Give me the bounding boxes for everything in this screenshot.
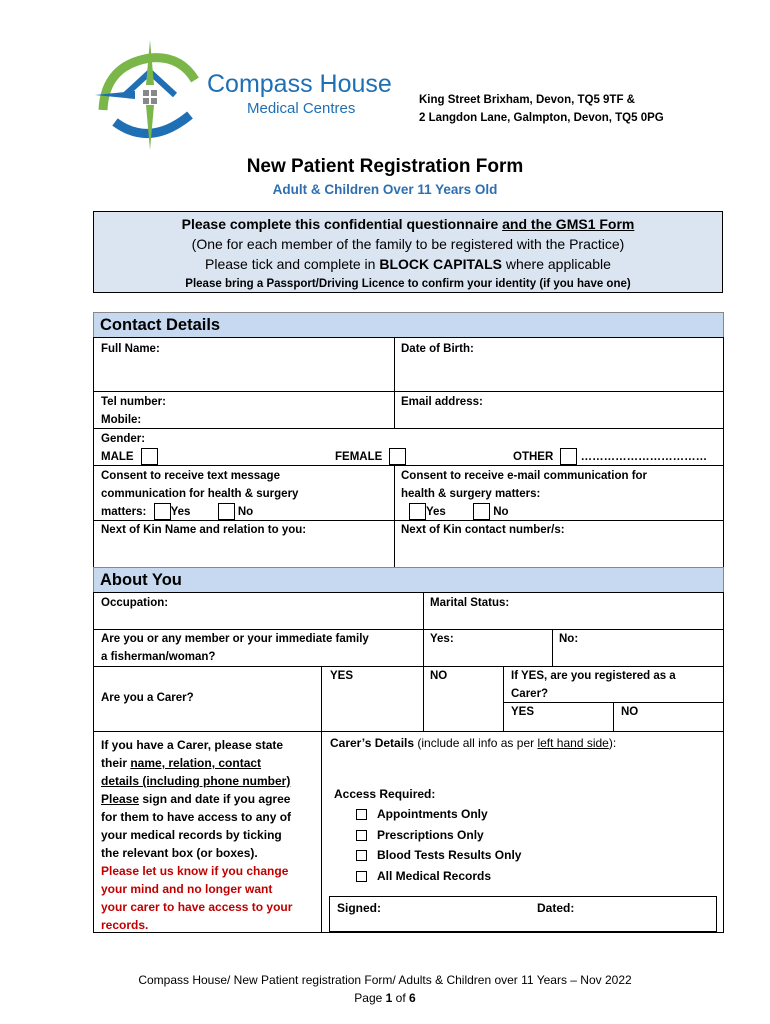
carer-no-label: NO — [430, 670, 448, 682]
logo-name: Compass House — [207, 70, 392, 98]
carer-info-line-7: the relevant box (or boxes). — [101, 846, 258, 860]
access-options — [356, 804, 521, 886]
prescriptions-label: Prescriptions Only — [377, 827, 484, 842]
signature-box[interactable] — [329, 896, 717, 932]
consent-text-line-3 — [94, 503, 394, 521]
notice-line-2: (One for each member of the family to be registered with the Practice) — [191, 236, 625, 252]
marital-field[interactable] — [423, 592, 724, 630]
access-appointments[interactable] — [356, 804, 521, 825]
gender-row — [93, 428, 724, 466]
kin-number-field[interactable] — [394, 520, 724, 568]
carer-registered-line-2: Carer? — [511, 688, 549, 700]
female-label: FEMALE — [335, 451, 383, 463]
tel-label: Tel number: — [101, 396, 166, 408]
consent-text-line-2: communication for health & surgery — [101, 488, 299, 500]
carer-registered-line-1: If YES, are you registered as a — [511, 670, 676, 682]
kin-name-field[interactable] — [93, 520, 395, 568]
page-total: 6 — [409, 991, 416, 1005]
compass-logo-icon — [95, 40, 210, 150]
dated-label: Dated: — [537, 901, 575, 915]
page-title: New Patient Registration Form — [246, 156, 524, 177]
carer-info-please: Please — [101, 792, 140, 806]
mobile-label: Mobile: — [101, 414, 142, 426]
carer-info-sign-date: sign and date if you agree — [139, 792, 291, 806]
carer-no-cell[interactable] — [423, 666, 504, 732]
all-records-checkbox[interactable] — [356, 871, 367, 882]
tel-field[interactable] — [93, 391, 395, 429]
consent-text-no-checkbox[interactable] — [218, 503, 235, 520]
appointments-label: Appointments Only — [377, 807, 488, 821]
notice-line-1-a: Please complete this confidential questionnaire — [181, 216, 503, 232]
email-field[interactable] — [394, 391, 724, 429]
gender-female — [335, 448, 406, 466]
gender-other — [513, 448, 707, 466]
carer-info-line-4 — [101, 790, 314, 808]
carer-details-cell — [321, 731, 724, 933]
consent-text-no-label: No — [237, 506, 254, 518]
email-label: Email address: — [401, 396, 483, 408]
notice-line-1-b: and the GMS1 Form — [502, 216, 635, 232]
carer-registered-no-label: NO — [621, 706, 639, 718]
page-number — [0, 991, 770, 1005]
all-records-label: All Medical Records — [377, 868, 492, 883]
occupation-label: Occupation: — [101, 597, 169, 609]
carer-details-note: (include all info as per — [414, 736, 538, 750]
fisherman-yes[interactable] — [423, 629, 553, 667]
carer-info-line-5: for them to have access to any of — [101, 810, 292, 824]
carer-info-line-3: details (including phone number) — [101, 774, 291, 788]
carer-info-name-relation: name, relation, contact — [130, 756, 262, 770]
kin-number-label: Next of Kin contact number/s: — [401, 524, 565, 536]
female-checkbox[interactable] — [389, 448, 406, 465]
carer-registered-no[interactable] — [613, 702, 724, 732]
carer-info-line-6: your medical records by ticking — [101, 828, 282, 842]
carer-info-text — [94, 732, 321, 934]
carer-yes-label: YES — [330, 670, 354, 682]
notice-line-3 — [94, 254, 722, 274]
fisherman-line-1: Are you or any member or your immediate family — [101, 633, 369, 645]
carer-info-their: their — [101, 756, 131, 770]
fisherman-no[interactable] — [552, 629, 724, 667]
fisherman-question — [93, 629, 424, 667]
consent-text-cell — [93, 465, 395, 521]
consent-email-yes-checkbox[interactable] — [409, 503, 426, 520]
notice-line-1 — [94, 214, 722, 234]
male-checkbox[interactable] — [141, 448, 158, 465]
logo-subname: Medical Centres — [247, 100, 356, 117]
carer-question — [93, 666, 322, 732]
consent-email-line-2: health & surgery matters: — [401, 488, 541, 500]
notice-line-3-c: where applicable — [501, 256, 611, 272]
address — [419, 91, 664, 127]
full-name-field[interactable] — [93, 337, 395, 392]
prescriptions-checkbox[interactable] — [356, 830, 367, 841]
blood-tests-checkbox[interactable] — [356, 850, 367, 861]
carer-yes-cell[interactable] — [321, 666, 424, 732]
carer-info-cell — [93, 731, 322, 933]
carer-warning-line-2: your mind and no longer want — [101, 882, 273, 896]
kin-name-label: Next of Kin Name and relation to you: — [101, 524, 307, 536]
notice-line-4 — [94, 274, 722, 294]
carer-info-line-2 — [101, 754, 314, 772]
dob-label: Date of Birth: — [401, 343, 474, 355]
male-label: MALE — [101, 451, 134, 463]
page-subtitle: Adult & Children Over 11 Years Old — [272, 182, 498, 197]
consent-email-no-label: No — [493, 506, 509, 518]
appointments-checkbox[interactable] — [356, 809, 367, 820]
consent-text-matters: matters: — [101, 506, 147, 518]
consent-text-yes-checkbox[interactable] — [154, 503, 171, 520]
marital-label: Marital Status: — [430, 597, 510, 609]
address-line-2: 2 Langdon Lane, Galmpton, Devon, TQ5 0PG — [419, 112, 664, 124]
carer-details-input[interactable] — [330, 756, 710, 786]
address-line-1: King Street Brixham, Devon, TQ5 9TF & — [419, 94, 635, 106]
access-all-records[interactable] — [356, 866, 521, 887]
consent-email-yes-label: Yes — [426, 506, 446, 518]
other-checkbox[interactable] — [560, 448, 577, 465]
notice-line-4-b: (if you have one) — [539, 278, 631, 290]
carer-details-left-side: left hand side — [537, 736, 609, 750]
occupation-field[interactable] — [93, 592, 424, 630]
carer-warning-line-1: Please let us know if you change — [101, 864, 289, 878]
fisherman-line-2: a fisherman/woman? — [101, 651, 216, 663]
access-prescriptions[interactable] — [356, 825, 521, 846]
page-current: 1 — [385, 991, 393, 1005]
contact-details-heading: Contact Details — [93, 312, 724, 338]
gender-label: Gender: — [101, 433, 146, 445]
consent-email-cell — [394, 465, 724, 521]
other-specify-line[interactable]: …………………………… — [580, 451, 708, 463]
access-required-label: Access Required: — [334, 787, 436, 801]
blood-tests-label: Blood Tests Results Only — [377, 848, 522, 862]
notice-line-4-a: Please bring a Passport/Driving Licence to confirm your identity — [185, 278, 540, 290]
full-name-label: Full Name: — [101, 343, 160, 355]
gender-male — [101, 448, 158, 466]
carer-registered-yes[interactable] — [503, 702, 614, 732]
dob-field[interactable] — [394, 337, 724, 392]
consent-email-line-1: Consent to receive e-mail communication for — [401, 470, 648, 482]
access-blood-tests[interactable] — [356, 845, 521, 866]
fisherman-no-label: No: — [559, 633, 579, 645]
footer-text: Compass House/ New Patient registration Form/ Adults & Children over 11 Years – Nov 2022 — [138, 973, 632, 987]
consent-text-yes-label: Yes — [170, 506, 191, 518]
about-you-heading: About You — [93, 567, 724, 593]
page-of: of — [392, 991, 410, 1005]
consent-email-line-3 — [395, 503, 723, 521]
carer-registered-yes-label: YES — [511, 706, 535, 718]
carer-question-label: Are you a Carer? — [101, 692, 194, 704]
carer-details-heading — [322, 732, 723, 754]
carer-details-close: ): — [608, 736, 617, 750]
instructions-box — [93, 211, 723, 293]
carer-warning-line-3: your carer to have access to your — [101, 900, 293, 914]
notice-line-3-b: BLOCK CAPITALS — [379, 256, 502, 272]
carer-warning-line-4: records. — [101, 918, 149, 932]
signed-label: Signed: — [337, 901, 381, 915]
fisherman-yes-label: Yes: — [430, 633, 454, 645]
carer-info-line-1: If you have a Carer, please state — [101, 738, 284, 752]
page-prefix: Page — [354, 991, 386, 1005]
notice-line-3-a: Please tick and complete in — [205, 256, 380, 272]
consent-email-no-checkbox[interactable] — [473, 503, 490, 520]
logo — [95, 40, 415, 150]
consent-text-line-1: Consent to receive text message — [101, 470, 280, 482]
carer-details-title: Carer’s Details — [330, 736, 415, 750]
other-label: OTHER — [513, 451, 554, 463]
